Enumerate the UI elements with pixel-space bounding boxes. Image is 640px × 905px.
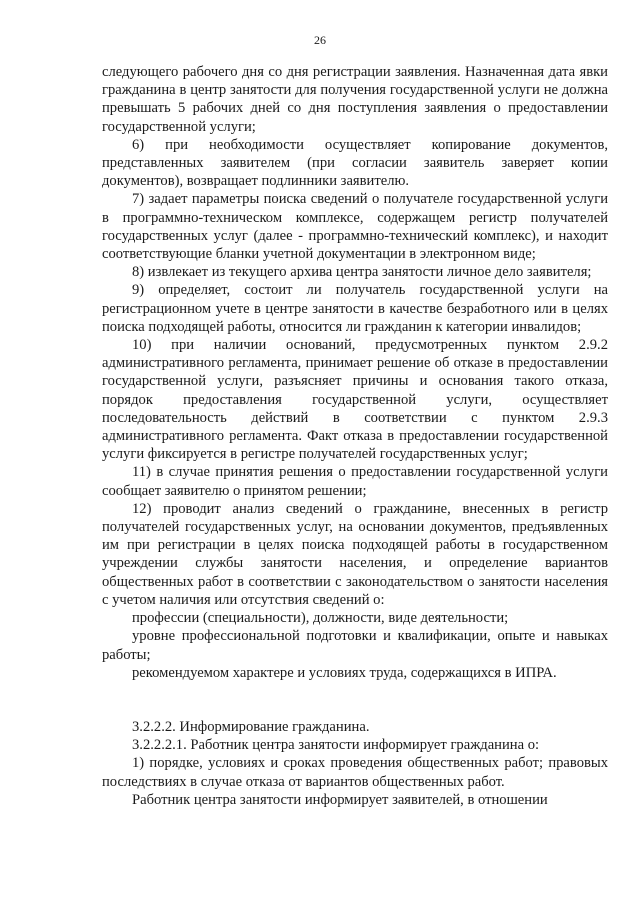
paragraph-item-11: 11) в случае принятия решения о предоставлении государственной услуги сообщает заявителю о принятом решении; <box>102 464 608 499</box>
paragraph-item-6: 6) при необходимости осуществляет копирование документов, представленных заявителем (при согласии заявитель заверяет копии документов), возвращает подлинники заявителю. <box>102 136 608 190</box>
paragraph-professions: профессии (специальности), должности, виде деятельности; <box>132 610 509 627</box>
section-heading-3-2-2-2: 3.2.2.2. Информирование гражданина. <box>132 718 370 735</box>
paragraph-qualification: уровне профессиональной подготовки и квалификации, опыте и навыках работы; <box>102 628 608 663</box>
section-heading-3-2-2-2-1: 3.2.2.2.1. Работник центра занятости информирует гражданина о: <box>132 737 540 754</box>
paragraph-item-12: 12) проводит анализ сведений о гражданине, внесенных в регистр получателей государственных услуг, на основании документов, предъявленных им при регистрации в целях поиска подходящей работы в государственном учреждении службы занятости населения, и определение вариантов общественных работ в соответствии с законодательством о занятости населения с учетом наличия или отсутствия сведений о: <box>102 500 608 608</box>
paragraph-item-8: 8) извлекает из текущего архива центра занятости личное дело заявителя; <box>132 264 592 281</box>
document-body <box>102 63 608 809</box>
paragraph-informing: Работник центра занятости информирует заявителей, в отношении <box>132 791 548 808</box>
paragraph-continuation: следующего рабочего дня со дня регистрации заявления. Назначенная дата явки гражданина в центр занятости для получения государственной услуги не должна превышать 5 рабочих дней со дня поступления заявления о предоставлении государственной услуги; <box>102 64 608 135</box>
paragraph-item-1: 1) порядке, условиях и сроках проведения общественных работ; правовых последствиях в случае отказа от вариантов общественных работ. <box>102 755 608 790</box>
page-number: 26 <box>314 33 326 47</box>
section-spacer <box>102 682 608 718</box>
paragraph-item-9: 9) определяет, состоит ли получатель государственной услуги на регистрационном учете в центре занятости в качестве безработного или в целях поиска подходящей работы, относится ли гражданин к категории инвалидов; <box>102 282 608 335</box>
paragraph-item-7: 7) задает параметры поиска сведений о получателе государственной услуги в программно-техническом комплексе, содержащем регистр получателей государственных услуг (далее - программно-технический комплекс), и находит соответствующие бланки учетной документации в электронном виде; <box>102 191 608 263</box>
paragraph-item-10: 10) при наличии оснований, предусмотренных пунктом 2.9.2 административного регламента, принимает решение об отказе в предоставлении государственной услуги, разъясняет причины и основания такого отказа, порядок предоставления государственной услуги, осуществляет последовательность действий в соответствии с пунктом 2.9.3 административного регламента. Факт отказа в предоставлении государственной услуги фиксируется в регистре получателей государственных услуг; <box>102 337 608 463</box>
paragraph-ipra: рекомендуемом характере и условиях труда, содержащихся в ИПРА. <box>132 664 557 681</box>
